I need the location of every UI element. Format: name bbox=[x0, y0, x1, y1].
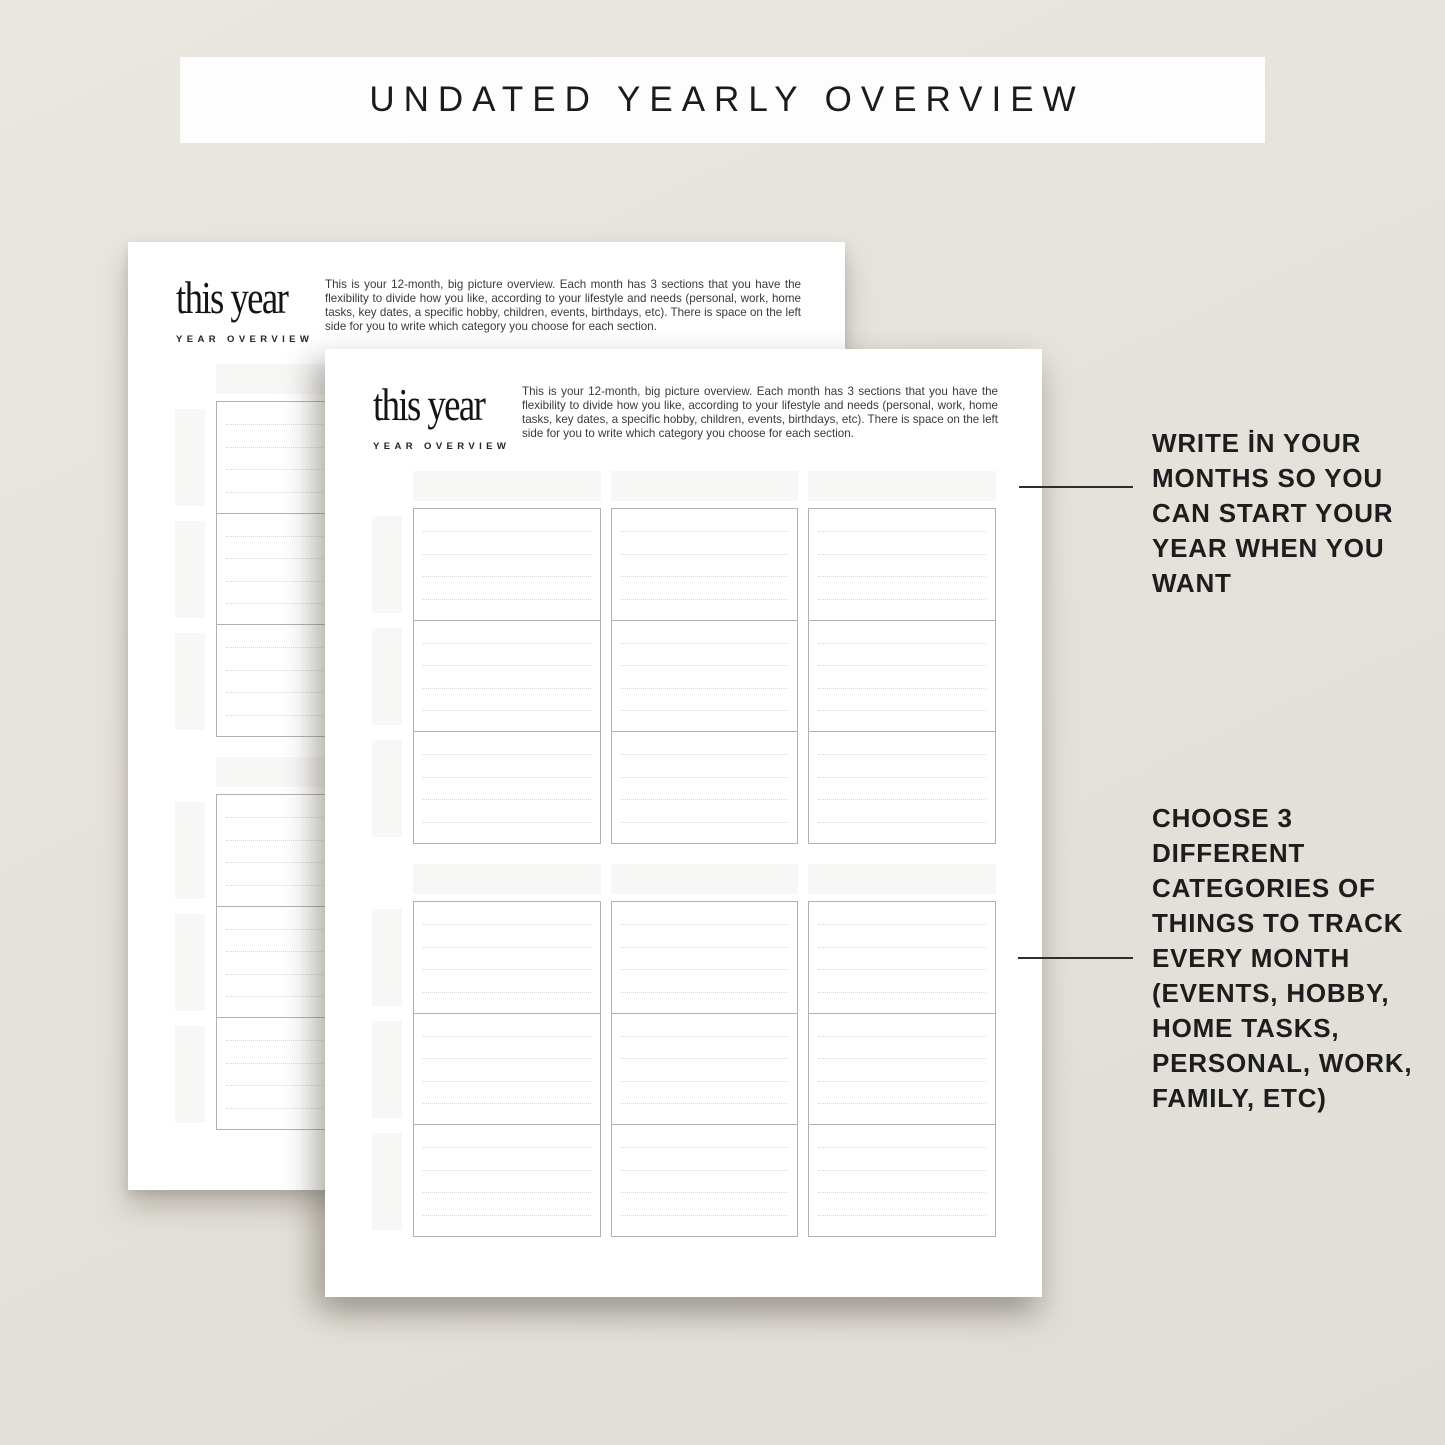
month-section-box bbox=[413, 1124, 601, 1237]
writing-line bbox=[818, 1081, 986, 1082]
writing-line bbox=[423, 1170, 591, 1171]
month-section-box bbox=[808, 731, 996, 844]
logo-subtitle: YEAR OVERVIEW bbox=[176, 334, 314, 345]
writing-line bbox=[423, 1103, 591, 1104]
category-label-placeholder bbox=[372, 1021, 402, 1118]
writing-line bbox=[423, 531, 591, 532]
month-column bbox=[808, 508, 996, 844]
writing-line bbox=[423, 1081, 591, 1082]
writing-line bbox=[818, 554, 986, 555]
writing-line bbox=[621, 1215, 789, 1216]
category-label-placeholder bbox=[372, 516, 402, 613]
writing-line bbox=[423, 992, 591, 993]
category-label-placeholder bbox=[175, 802, 205, 899]
annotation-text-line: MONTHS SO YOU bbox=[1152, 463, 1383, 493]
writing-line bbox=[818, 924, 986, 925]
writing-line bbox=[621, 947, 789, 948]
month-name-placeholder bbox=[413, 864, 601, 894]
writing-line bbox=[818, 947, 986, 948]
writing-line bbox=[621, 1081, 789, 1082]
page-description: This is your 12-month, big picture overview. Each month has 3 sections that you have the flexibility to divide how you like, according to your lifestyle and needs (personal, work, home tasks, key dates, a specific hobby, children, events, birthdays, etc). There is space on the left side for you to write which category you choose for each section. bbox=[522, 385, 998, 440]
writing-line bbox=[818, 688, 986, 689]
month-column bbox=[413, 508, 601, 844]
planner-page-front bbox=[325, 349, 1042, 1297]
month-section-box bbox=[808, 901, 996, 1014]
writing-line bbox=[818, 599, 986, 600]
month-section-box bbox=[413, 1013, 601, 1126]
writing-line bbox=[423, 599, 591, 600]
writing-line bbox=[818, 1058, 986, 1059]
month-section-box bbox=[413, 901, 601, 1014]
writing-line bbox=[818, 1170, 986, 1171]
writing-line bbox=[621, 924, 789, 925]
page-title: UNDATED YEARLY OVERVIEW bbox=[369, 80, 1085, 119]
month-name-row bbox=[413, 864, 996, 894]
month-name-row bbox=[413, 471, 996, 501]
writing-line bbox=[621, 992, 789, 993]
writing-line bbox=[621, 777, 789, 778]
writing-line bbox=[423, 1192, 591, 1193]
month-section-box bbox=[808, 620, 996, 733]
writing-line bbox=[423, 822, 591, 823]
writing-line bbox=[423, 947, 591, 948]
category-label-column bbox=[372, 901, 402, 1237]
writing-line bbox=[621, 665, 789, 666]
writing-line bbox=[621, 1192, 789, 1193]
category-label-column bbox=[372, 508, 402, 844]
writing-line bbox=[621, 531, 789, 532]
writing-line bbox=[818, 1215, 986, 1216]
category-label-placeholder bbox=[175, 409, 205, 506]
annotation-text-line: CAN START YOUR bbox=[1152, 498, 1394, 528]
month-section-box bbox=[611, 1013, 799, 1126]
writing-line bbox=[423, 1036, 591, 1037]
month-section-box bbox=[808, 1124, 996, 1237]
annotation-text-line: THINGS TO TRACK bbox=[1152, 908, 1404, 938]
writing-line bbox=[818, 1147, 986, 1148]
month-section-box bbox=[413, 620, 601, 733]
writing-line bbox=[423, 576, 591, 577]
month-block bbox=[372, 864, 996, 1237]
month-section-box bbox=[611, 731, 799, 844]
logo-this-year: this year bbox=[176, 272, 288, 323]
month-section-box bbox=[611, 1124, 799, 1237]
logo-subtitle: YEAR OVERVIEW bbox=[373, 441, 511, 452]
month-block-body bbox=[372, 508, 996, 844]
annotation-text-line: CATEGORIES OF bbox=[1152, 873, 1376, 903]
month-block-body bbox=[372, 901, 996, 1237]
month-column bbox=[611, 901, 799, 1237]
writing-line bbox=[818, 665, 986, 666]
brand-block bbox=[176, 272, 326, 345]
month-name-placeholder bbox=[808, 864, 996, 894]
writing-line bbox=[818, 643, 986, 644]
annotation-text-line: (EVENTS, HOBBY, bbox=[1152, 978, 1390, 1008]
category-label-column bbox=[175, 401, 205, 737]
annotation-text-line: PERSONAL, WORK, bbox=[1152, 1048, 1413, 1078]
writing-line bbox=[818, 710, 986, 711]
annotation-line-months bbox=[1019, 486, 1133, 488]
category-label-placeholder bbox=[175, 521, 205, 618]
month-section-box bbox=[611, 620, 799, 733]
writing-line bbox=[423, 777, 591, 778]
month-section-box bbox=[808, 1013, 996, 1126]
writing-line bbox=[818, 992, 986, 993]
page-description: This is your 12-month, big picture overview. Each month has 3 sections that you have the flexibility to divide how you like, according to your lifestyle and needs (personal, work, home tasks, key dates, a specific hobby, children, events, birthdays, etc). There is space on the left side for you to write which category you choose for each section. bbox=[325, 278, 801, 333]
annotation-text-line: FAMILY, ETC) bbox=[1152, 1083, 1327, 1113]
logo-this-year: this year bbox=[373, 379, 485, 430]
category-label-column bbox=[175, 794, 205, 1130]
annotation-categories bbox=[1152, 801, 1414, 1116]
writing-line bbox=[621, 599, 789, 600]
annotation-text-line: CHOOSE 3 bbox=[1152, 803, 1293, 833]
month-columns bbox=[413, 901, 996, 1237]
month-section-box bbox=[413, 508, 601, 621]
annotation-text-line: WRITE İN YOUR bbox=[1152, 428, 1362, 458]
month-block bbox=[372, 471, 996, 844]
writing-line bbox=[423, 710, 591, 711]
writing-line bbox=[423, 1215, 591, 1216]
month-name-placeholder bbox=[808, 471, 996, 501]
writing-line bbox=[423, 643, 591, 644]
writing-line bbox=[423, 1147, 591, 1148]
writing-line bbox=[818, 754, 986, 755]
writing-line bbox=[621, 1170, 789, 1171]
month-name-placeholder bbox=[611, 471, 799, 501]
writing-line bbox=[423, 799, 591, 800]
writing-line bbox=[818, 822, 986, 823]
writing-line bbox=[621, 969, 789, 970]
category-label-placeholder bbox=[175, 914, 205, 1011]
writing-line bbox=[818, 576, 986, 577]
writing-line bbox=[621, 1058, 789, 1059]
writing-line bbox=[818, 969, 986, 970]
month-section-box bbox=[413, 731, 601, 844]
annotation-text-line: DIFFERENT bbox=[1152, 838, 1306, 868]
writing-line bbox=[621, 1103, 789, 1104]
annotation-text-line: HOME TASKS, bbox=[1152, 1013, 1340, 1043]
annotation-text-line: WANT bbox=[1152, 568, 1232, 598]
category-label-placeholder bbox=[175, 633, 205, 730]
writing-line bbox=[621, 822, 789, 823]
writing-line bbox=[818, 777, 986, 778]
months-grid bbox=[372, 471, 996, 1237]
category-label-placeholder bbox=[372, 909, 402, 1006]
writing-line bbox=[621, 576, 789, 577]
annotation-text-line: EVERY MONTH bbox=[1152, 943, 1351, 973]
writing-line bbox=[818, 1103, 986, 1104]
category-label-placeholder bbox=[372, 740, 402, 837]
writing-line bbox=[423, 1058, 591, 1059]
writing-line bbox=[621, 799, 789, 800]
month-name-placeholder bbox=[611, 864, 799, 894]
month-column bbox=[808, 901, 996, 1237]
writing-line bbox=[621, 754, 789, 755]
month-column bbox=[611, 508, 799, 844]
category-label-placeholder bbox=[175, 1026, 205, 1123]
month-section-box bbox=[611, 901, 799, 1014]
writing-line bbox=[423, 754, 591, 755]
annotation-text-line: YEAR WHEN YOU bbox=[1152, 533, 1385, 563]
category-label-placeholder bbox=[372, 628, 402, 725]
writing-line bbox=[818, 799, 986, 800]
month-name-placeholder bbox=[413, 471, 601, 501]
title-banner bbox=[180, 57, 1265, 143]
writing-line bbox=[621, 1147, 789, 1148]
writing-line bbox=[621, 554, 789, 555]
month-columns bbox=[413, 508, 996, 844]
writing-line bbox=[818, 1192, 986, 1193]
writing-line bbox=[621, 710, 789, 711]
writing-line bbox=[423, 665, 591, 666]
writing-line bbox=[621, 1036, 789, 1037]
writing-line bbox=[423, 969, 591, 970]
annotation-line-categories bbox=[1018, 957, 1133, 959]
writing-line bbox=[818, 531, 986, 532]
month-section-box bbox=[611, 508, 799, 621]
brand-block bbox=[373, 379, 523, 452]
month-section-box bbox=[808, 508, 996, 621]
writing-line bbox=[423, 554, 591, 555]
month-column bbox=[413, 901, 601, 1237]
writing-line bbox=[423, 688, 591, 689]
category-label-placeholder bbox=[372, 1133, 402, 1230]
writing-line bbox=[423, 924, 591, 925]
writing-line bbox=[621, 688, 789, 689]
annotation-months bbox=[1152, 426, 1414, 601]
writing-line bbox=[818, 1036, 986, 1037]
writing-line bbox=[621, 643, 789, 644]
